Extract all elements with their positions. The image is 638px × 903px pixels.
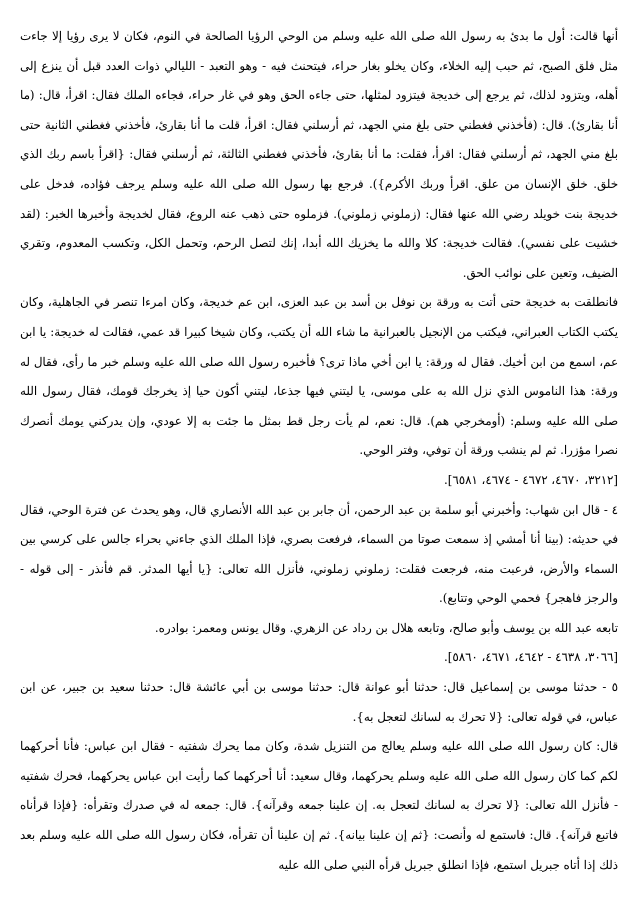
reference-numbers-2: [٣٠٦٦، ٤٦٣٨ - ٤٦٤٢، ٤٦٧١، ٥٨٦٠]. (444, 650, 618, 665)
paragraph-waraqa: فانطلقت به خديجة حتى أتت به ورقة بن نوفل بن أسد بن عبد العزى، ابن عم خديجة، وكان امرءا تنصر في الجاهلية، وكان يكتب الكتاب العبراني، فيكتب من الإنجيل بالعبرانية ما شاء الله أن يكتب، وكان شيخا كبيرا قد عمي، فقالت له خديجة: يا ابن عم، اسمع من ابن أخيك. فقال له ورقة: يا ابن أخي ماذا ترى؟ فأخبره رسول الله صلى الله عليه وسلم خبر ما رأى، فقال له ورقة: هذا الناموس الذي نزل الله به على موسى، يا ليتني فيها جذعا، ليتني أكون حيا إذ يخرجك قومك، فقال رسول الله صلى الله عليه وسلم: (أومخرجي هم). قال: نعم، لم يأت رجل قط بمثل ما جئت به إلا عودي، وإن يدركني يومك أنصرك نصرا مؤزرا. ثم لم ينشب ورقة أن توفي، وفتر الوحي. (20, 295, 618, 458)
paragraph-hadith-4: ٤ - قال ابن شهاب: وأخبرني أبو سلمة بن عبد الرحمن، أن جابر بن عبد الله الأنصاري قال، وهو يحدث عن فترة الوحي، فقال في حديثه: (بينا أنا أمشي إذ سمعت صوتا من السماء، فرفعت بصري، فإذا الملك الذي جاءني بحراء جالس على كرسي بين السماء والأرض، فرعبت منه، فرجعت فقلت: زملوني زملوني، فأنزل الله تعالى: {يا أيها المدثر. قم فأنذر - إلى قوله - والرجز فاهجر} فحمي الوحي وتتابع). (20, 502, 618, 606)
paragraph-tabaahu: تابعه عبد الله بن يوسف وأبو صالح، وتابعه هلال بن رداد عن الزهري. وقال يونس ومعمر: بوادره. (154, 620, 618, 635)
paragraph-hadith-5: ٥ - حدثنا موسى بن إسماعيل قال: حدثنا أبو عوانة قال: حدثنا موسى بن أبي عائشة قال: حدثنا سعيد بن جبير، عن ابن عباس، في قوله تعالى: {لا تحرك به لسانك لتعجل به}. (20, 680, 618, 724)
paragraph-hadith-5-body: قال: كان رسول الله صلى الله عليه وسلم يعالج من التنزيل شدة، وكان مما يحرك شفتيه - فقال ابن عباس: فأنا أحركهما لكم كما كان رسول الله صلى الله عليه وسلم يحركهما، وقال سعيد: أنا أحركهما كما رأيت ابن عباس يحركهما، فحرك شفتيه - فأنزل الله تعالى: {لا تحرك به لسانك لتعجل به. إن علينا جمعه وقرآنه}. قال: جمعه له في صدرك وتقرأه: {فإذا قرأناه فاتبع قرآنه}. قال: فاستمع له وأنصت: {ثم إن علينا بيانه}. ثم إن علينا أن تقرأه، فكان رسول الله صلى الله عليه وسلم بعد ذلك إذا أتاه جبريل استمع، فإذا انطلق جبريل قرأه النبي صلى الله عليه (20, 739, 618, 872)
paragraph-hadith-3-body: أنها قالت: أول ما بدئ به رسول الله صلى الله عليه وسلم من الوحي الرؤيا الصالحة في النوم، فكان لا يرى رؤيا إلا جاءت مثل فلق الصبح، ثم حبب إليه الخلاء، وكان يخلو بغار حراء، فيتحنث فيه - وهو التعبد - الليالي ذوات العدد قبل أن ينزع إلى أهله، ويتزود لذلك، ثم يرجع إلى خديجة فيتزود لمثلها، حتى جاءه الحق وهو في غار حراء، فجاءه الملك فقال: اقرأ، قال: (ما أنا بقارئ). قال: (فأخذني فغطني حتى بلغ مني الجهد، ثم أرسلني فقال: اقرأ، قلت ما أنا بقارئ، فأخذني فغطني الثانية حتى بلغ مني الجهد، ثم أرسلني فقال: اقرأ، فقلت: ما أنا بقارئ، فأخذني فغطني الثالثة، ثم أرسلني فقال: {اقرأ باسم ربك الذي خلق. خلق الإنسان من علق. اقرأ وربك الأكرم}). فرجع بها رسول الله صلى الله عليه وسلم يرجف فؤاده، فدخل على خديجة بنت خويلد رضي الله عنها فقال: (زملوني زملوني). فزملوه حتى ذهب عنه الروع، فقال لخديجة وأخبرها الخبر: (لقد خشيت على نفسي). فقالت خديجة: كلا والله ما يخزيك الله أبدا، إنك لتصل الرحم، وتحمل الكل، وتكسب المعدوم، وتقري الضيف، وتعين على نوائب الحق. (20, 29, 618, 280)
reference-numbers-1: [٣٢١٢، ٤٦٧٠، ٤٦٧٢ - ٤٦٧٤، ٦٥٨١]. (444, 472, 618, 487)
